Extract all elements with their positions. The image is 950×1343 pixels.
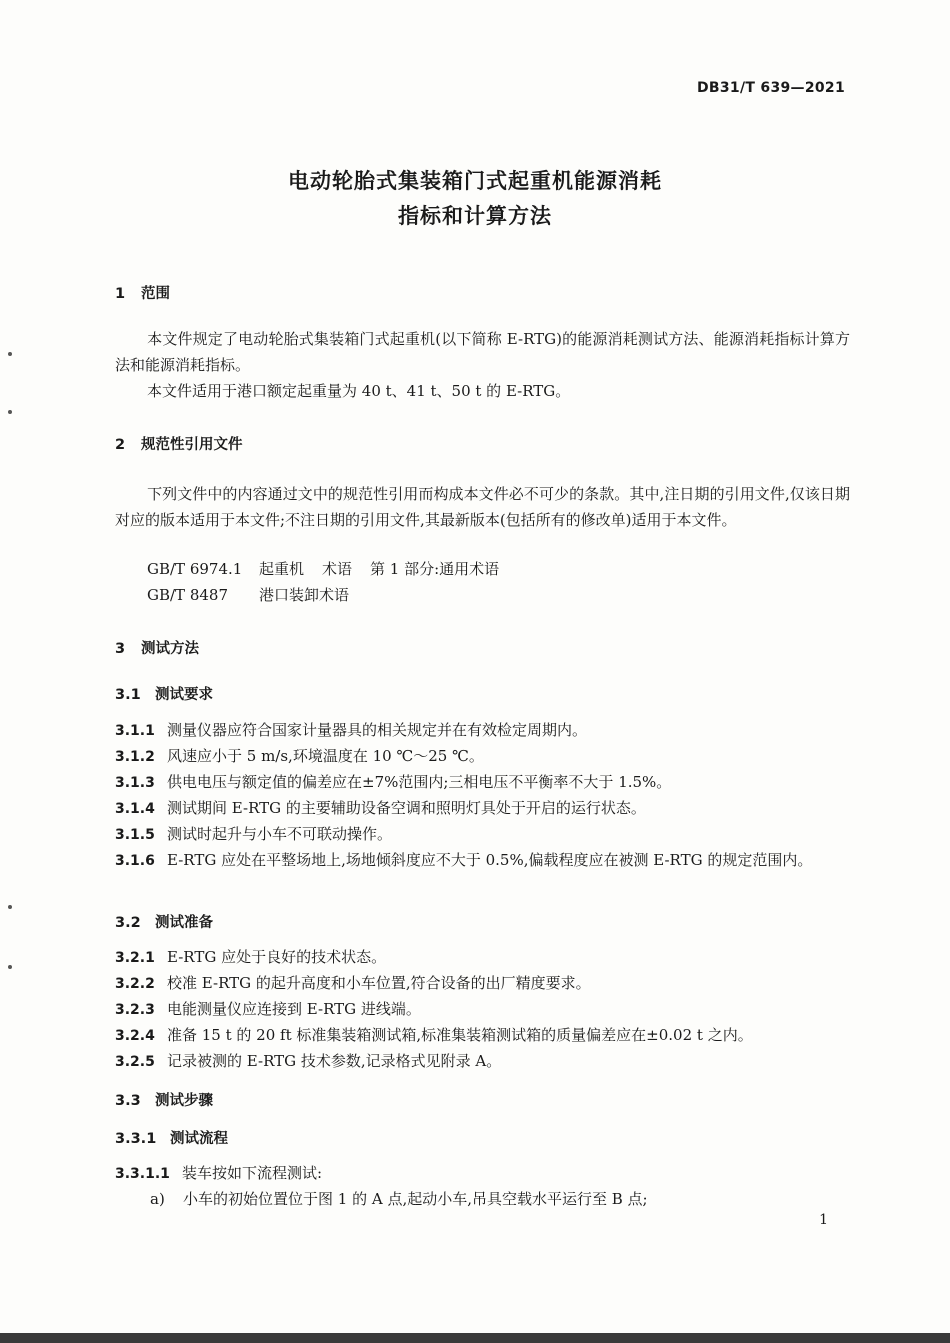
- section-1-paragraph-2: 本文件适用于港口额定起重量为 40 t、41 t、50 t 的 E-RTG。: [147, 382, 571, 400]
- document-title-line2: 指标和计算方法: [398, 204, 552, 228]
- scan-bottom-edge: [0, 1333, 950, 1343]
- clause-item: 3.2.1 E-RTG 应处于良好的技术状态。: [115, 948, 387, 966]
- subsection-3-2-heading: [115, 911, 213, 932]
- document-title-line1: 电动轮胎式集装箱门式起重机能源消耗: [288, 169, 662, 193]
- page-number: 1: [819, 1212, 828, 1228]
- reference-title-part: 术语: [322, 560, 353, 578]
- section-1-heading: [115, 282, 170, 303]
- document-code: DB31/T 639—2021: [697, 80, 845, 96]
- subsection-title: 测试要求: [155, 687, 213, 703]
- section-title: 规范性引用文件: [141, 437, 243, 453]
- section-number: 2: [115, 437, 126, 453]
- clause-item: 3.2.3 电能测量仪应连接到 E-RTG 进线端。: [115, 1000, 421, 1018]
- section-title: 范围: [141, 286, 170, 302]
- section-number: 3: [115, 641, 126, 657]
- reference-title-part: 第 1 部分:通用术语: [370, 560, 500, 578]
- clause-item: 3.1.2 风速应小于 5 m/s,环境温度在 10 ℃～25 ℃。: [115, 747, 484, 765]
- section-3-heading: [115, 637, 199, 658]
- reference-title-part: 起重机: [259, 560, 305, 578]
- section-2-paragraph-1: 下列文件中的内容通过文中的规范性引用而构成本文件必不可少的条款。其中,注日期的引用文件,仅该日期对应的版本适用于本文件;不注日期的引用文件,其最新版本(包括所有的修改单)适用于本文件。: [115, 485, 850, 529]
- list-text: 小车的初始位置位于图 1 的 A 点,起动小车,吊具空载水平运行至 B 点;: [183, 1190, 648, 1208]
- subsection-number: 3.2: [115, 915, 141, 931]
- clause-item: 3.1.5 测试时起升与小车不可联动操作。: [115, 825, 393, 843]
- reference-code: GB/T 8487: [147, 586, 229, 604]
- subsection-3-1-heading: [115, 683, 213, 704]
- reference-title-part: 港口装卸术语: [259, 586, 350, 604]
- list-item: [150, 1186, 648, 1212]
- subsection-3-3-1-heading: [115, 1127, 228, 1148]
- scan-speck: [8, 965, 12, 969]
- section-1-paragraph-1: 本文件规定了电动轮胎式集装箱门式起重机(以下简称 E-RTG)的能源消耗测试方法、能源消耗指标计算方法和能源消耗指标。: [115, 330, 850, 374]
- clause-item: 3.2.5 记录被测的 E-RTG 技术参数,记录格式见附录 A。: [115, 1052, 502, 1070]
- reference-code: GB/T 6974.1: [147, 560, 243, 578]
- subsection-title: 测试准备: [155, 915, 213, 931]
- subsection-3-3-heading: [115, 1089, 213, 1110]
- subsection-number: 3.3: [115, 1093, 141, 1109]
- clause-item: 3.1.6 E-RTG 应处在平整场地上,场地倾斜度应不大于 0.5%,偏载程度应在被测 E-RTG 的规定范围内。: [115, 851, 813, 869]
- clause-item: 3.1.4 测试期间 E-RTG 的主要辅助设备空调和照明灯具处于开启的运行状态。: [115, 799, 646, 817]
- list-label: a): [150, 1190, 165, 1208]
- subsection-title: 测试步骤: [155, 1093, 213, 1109]
- clause-item: 3.1.3 供电电压与额定值的偏差应在±7%范围内;三相电压不平衡率不大于 1.5%。: [115, 773, 672, 791]
- section-title: 测试方法: [141, 641, 199, 657]
- normative-reference: [147, 582, 349, 608]
- clause-item: 3.1.1 测量仪器应符合国家计量器具的相关规定并在有效检定周期内。: [115, 721, 588, 739]
- section-2-heading: [115, 433, 243, 454]
- scan-speck: [8, 352, 12, 356]
- subsection-number: 3.3.1: [115, 1131, 157, 1147]
- clause-item: 3.2.2 校准 E-RTG 的起升高度和小车位置,符合设备的出厂精度要求。: [115, 974, 591, 992]
- subsection-number: 3.1: [115, 687, 141, 703]
- subsection-title: 测试流程: [170, 1131, 228, 1147]
- normative-reference: [147, 556, 499, 582]
- clause-item: 3.2.4 准备 15 t 的 20 ft 标准集装箱测试箱,标准集装箱测试箱的质量偏差应在±0.02 t 之内。: [115, 1026, 753, 1044]
- section-number: 1: [115, 286, 126, 302]
- scan-speck: [8, 410, 12, 414]
- scan-speck: [8, 905, 12, 909]
- clause-item: 3.3.1.1 装车按如下流程测试:: [115, 1164, 323, 1182]
